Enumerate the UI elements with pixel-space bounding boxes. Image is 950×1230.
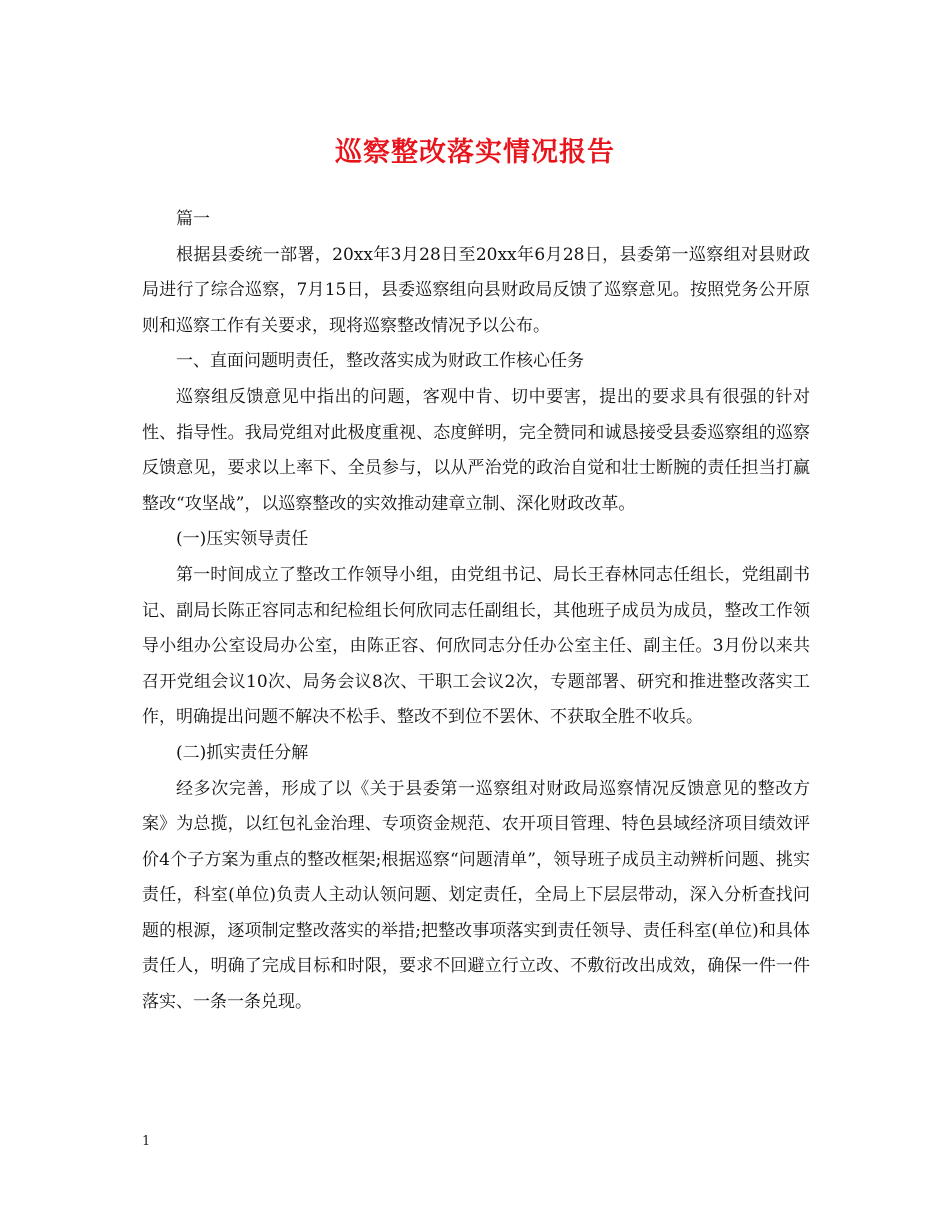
section-heading: 篇一 (176, 209, 210, 229)
subsection-heading: (一)压实领导责任 (176, 529, 309, 550)
subsection-heading: (二)抓实责任分解 (176, 742, 309, 763)
document-body (142, 202, 810, 1021)
body-paragraph: 第一时间成立了整改工作领导小组，由党组书记、局长王春林同志任组长，党组副书记、副局长陈正容同志和纪检组长何欣同志任副组长，其他班子成员为成员，整改工作领导小组办公室设局办公室，由陈正容、何欣同志分任办公室主任、副主任。3月份以来共召开党组会议10次、局务会议8次、干职工会议2次，专题部署、研究和推进整改落实工作，明确提出问题不解决不松手、整改不到位不罢休、不获取全胜不收兵。 (142, 564, 810, 728)
document-title: 巡察整改落实情况报告 (335, 137, 615, 168)
body-paragraph: 巡察组反馈意见中指出的问题，客观中肯、切中要害，提出的要求具有很强的针对性、指导性。我局党组对此极度重视、态度鲜明，完全赞同和诚恳接受县委巡察组的巡察反馈意见，要求以上率下、全员参与，以从严治党的政治自觉和壮士断腕的责任担当打赢整改“攻坚战”，以巡察整改的实效推动建章立制、深化财政改革。 (142, 386, 810, 514)
body-paragraph: 根据县委统一部署，20xx年3月28日至20xx年6月28日，县委第一巡察组对县财政局进行了综合巡察，7月15日，县委巡察组向县财政局反馈了巡察意见。按照党务公开原则和巡察工作有关要求，现将巡察整改情况予以公布。 (142, 244, 810, 336)
body-paragraph: 经多次完善，形成了以《关于县委第一巡察组对财政局巡察情况反馈意见的整改方案》为总揽，以红包礼金治理、专项资金规范、农开项目管理、特色县域经济项目绩效评价4个子方案为重点的整改框架;根据巡察“问题清单”，领导班子成员主动辨析问题、挑实责任，科室(单位)负责人主动认领问题、划定责任，全局上下层层带动，深入分析查找问题的根源，逐项制定整改落实的举措;把整改事项落实到责任领导、责任科室(单位)和具体责任人，明确了完成目标和时限，要求不回避立行立改、不敷衍改出成效，确保一件一件落实、一条一条兑现。 (142, 778, 810, 1013)
section-heading: 一、直面问题明责任，整改落实成为财政工作核心任务 (176, 351, 584, 372)
page-number: 1 (142, 1134, 151, 1149)
